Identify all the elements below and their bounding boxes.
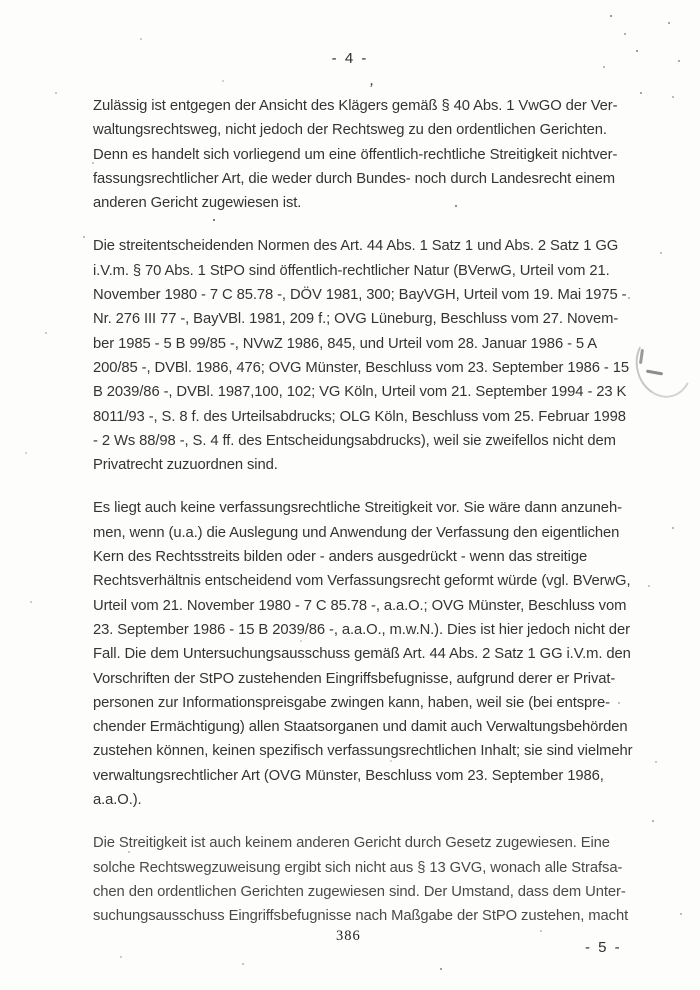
text-line: chender Ermächtigung) allen Staatsorganen und damit auch Verwaltungsbehörden [93,719,628,736]
paragraph-1 [93,94,617,215]
text-line: i.V.m. § 70 Abs. 1 StPO sind öffentlich-rechtlicher Natur (BVerwG, Urteil vom 21. [93,262,610,279]
text-line: zustehen können, keinen spezifisch verfassungsrechtlichen Inhalt; sie sind vielmehr [93,743,633,760]
text-line: Vorschriften der StPO zustehenden Eingriffsbefugnisse, aufgrund derer er Privat- [93,670,616,687]
text-line: a.a.O.). [93,792,142,809]
text-line: - 2 Ws 88/98 -, S. 4 ff. des Entscheidungsabdrucks), weil sie zweifellos nicht dem [93,432,616,449]
book-page-number: 386 [336,928,361,944]
stray-comma-mark: , [368,71,377,90]
text-line: Nr. 276 III 77 -, BayVBl. 1981, 209 f.; OVG Lüneburg, Beschluss vom 27. Novem- [93,311,619,328]
text-line: 23. September 1986 - 15 B 2039/86 -, a.a.O., m.w.N.). Dies ist hier jedoch nicht der [93,621,630,638]
text-line: suchungsausschuss Eingriffsbefugnisse nach Maßgabe der StPO zustehen, macht [93,908,629,925]
page-number-header: - 4 - [331,50,369,67]
document-body [93,94,633,948]
text-line: solche Rechtswegzuweisung ergibt sich nicht aus § 13 GVG, wonach alle Strafsa- [93,859,623,876]
text-line: Fall. Die dem Untersuchungsausschuss gemäß Art. 44 Abs. 2 Satz 1 GG i.V.m. den [93,646,631,663]
text-line: ber 1985 - 5 B 99/85 -, NVwZ 1986, 845, und Urteil vom 28. Januar 1986 - 5 A [93,335,598,352]
scan-noise-speckles [0,0,2,2]
scan-artifact-smudge [628,326,699,404]
text-line: November 1980 - 7 C 85.78 -, DÖV 1981, 300; BayVGH, Urteil vom 19. Mai 1975 - [93,287,627,304]
text-line: verwaltungsrechtlicher Art (OVG Münster, Beschluss vom 23. September 1986, [93,767,604,784]
paragraph-3 [93,496,633,812]
text-line: Urteil vom 21. November 1980 - 7 C 85.78 -, a.a.O.; OVG Münster, Beschluss vom [93,597,627,614]
text-line: waltungsrechtsweg, nicht jedoch der Rechtsweg zu den ordentlichen Gerichten. [93,122,607,139]
paragraph-4 [93,831,629,928]
text-line: Privatrecht zuzuordnen sind. [93,457,278,474]
text-line: personen zur Informationspreisgabe zwingen kann, haben, weil sie (bei entspre- [93,694,610,711]
text-line: fassungsrechtlicher Art, die weder durch Bundes- noch durch Landesrecht einem [93,170,615,187]
paragraph-2 [93,234,629,477]
text-line: Kern des Rechtsstreits bilden oder - anders ausgedrückt - wenn das streitige [93,549,588,566]
text-line: Es liegt auch keine verfassungsrechtliche Streitigkeit vor. Sie wäre dann anzuneh- [93,500,622,517]
text-line: B 2039/86 -, DVBl. 1987,100, 102; VG Köln, Urteil vom 21. September 1994 - 23 K [93,384,627,401]
text-line: anderen Gericht zugewiesen ist. [93,195,302,212]
next-page-number-footer: - 5 - [585,939,622,956]
text-line: 200/85 -, DVBl. 1986, 476; OVG Münster, Beschluss vom 23. September 1986 - 15 [93,359,629,376]
text-line: Die streitentscheidenden Normen des Art. 44 Abs. 1 Satz 1 und Abs. 2 Satz 1 GG [93,238,619,255]
text-line: men, wenn (u.a.) die Auslegung und Anwendung der Verfassung den eigentlichen [93,524,620,541]
text-line: chen den ordentlichen Gerichten zugewiesen sind. Der Umstand, dass dem Unter- [93,883,626,900]
text-line: Die Streitigkeit ist auch keinem anderen Gericht durch Gesetz zugewiesen. Eine [93,835,610,852]
text-line: Zulässig ist entgegen der Ansicht des Klägers gemäß § 40 Abs. 1 VwGO der Ver- [93,98,618,114]
text-line: 8011/93 -, S. 8 f. des Urteilsabdrucks; OLG Köln, Beschluss vom 25. Februar 1998 [93,408,626,425]
text-line: Denn es handelt sich vorliegend um eine öffentlich-rechtliche Streitigkeit nichtver- [93,146,618,163]
text-line: Rechtsverhältnis entscheidend vom Verfassungsrecht geformt würde (vgl. BVerwG, [93,573,631,590]
